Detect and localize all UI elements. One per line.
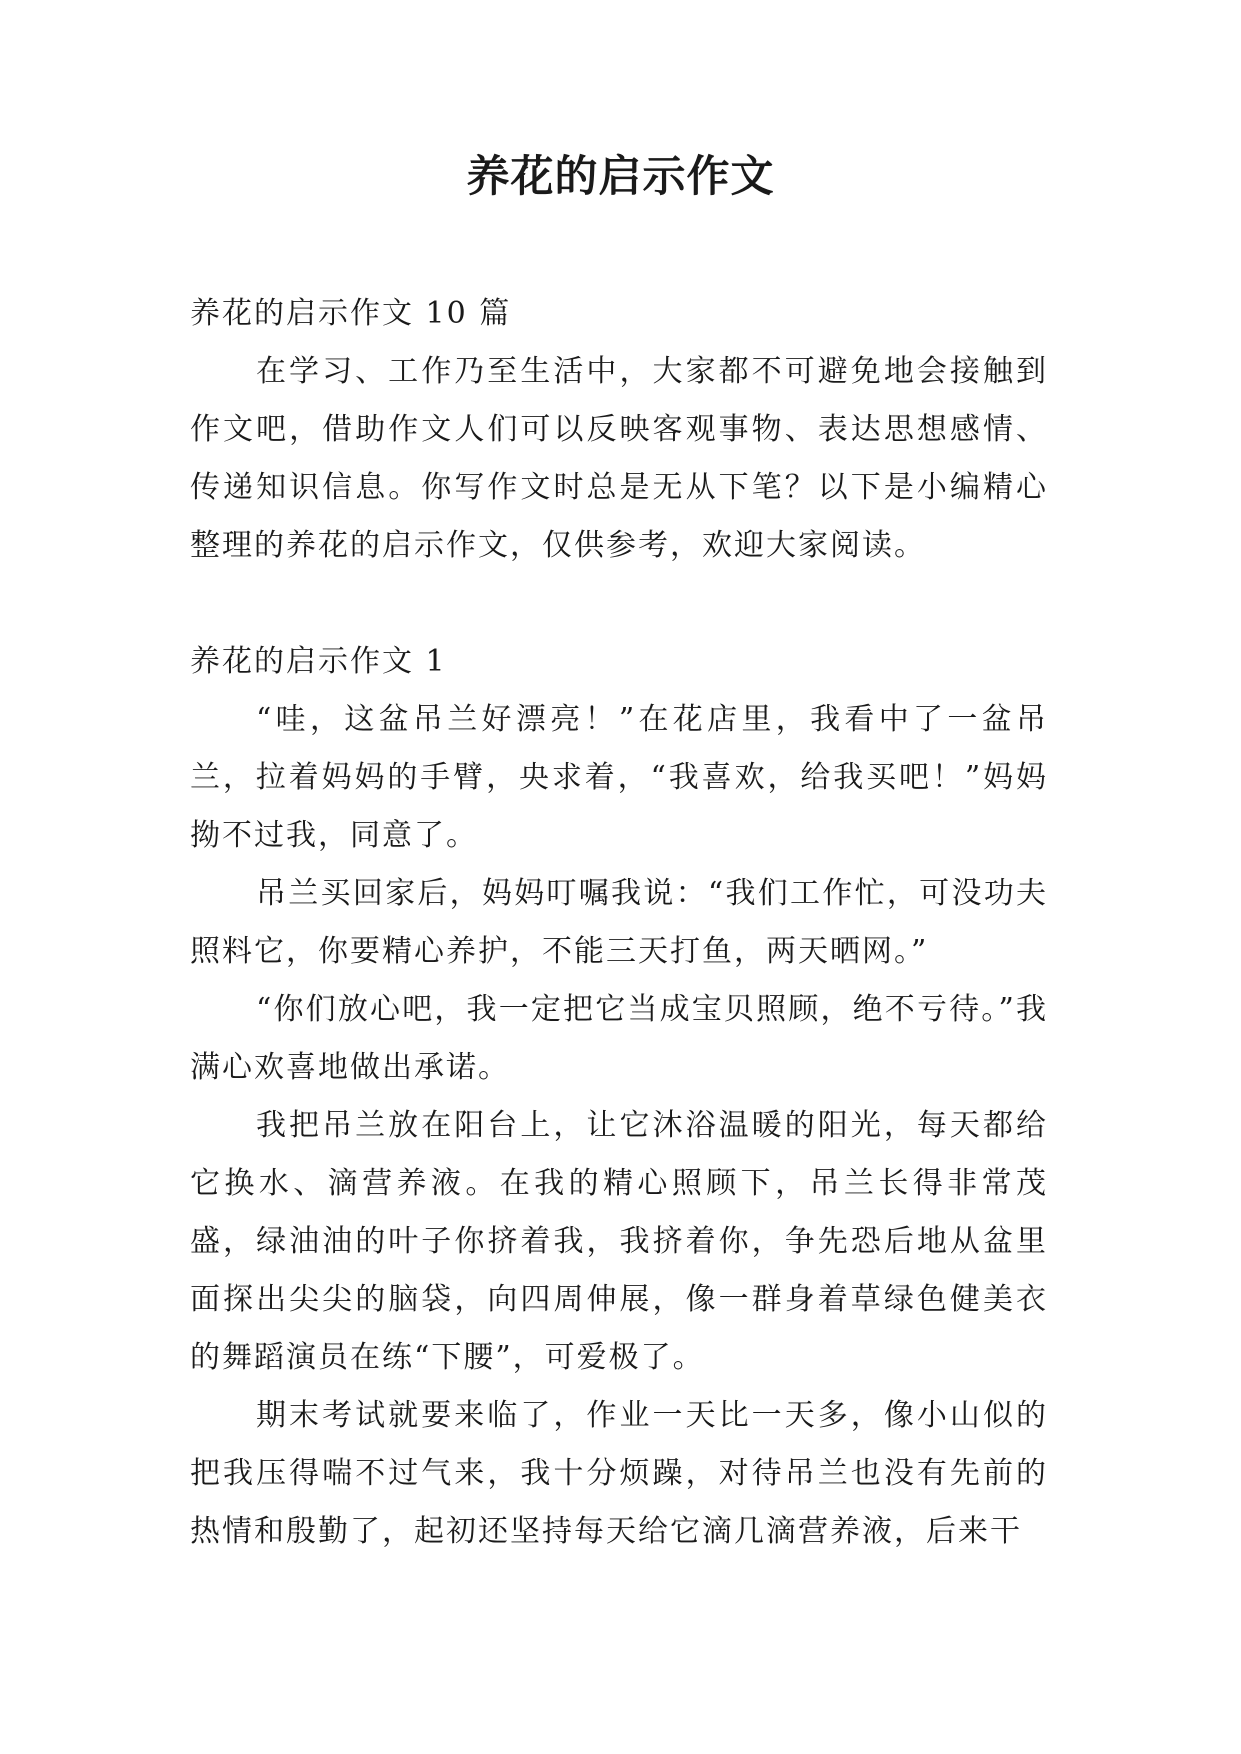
document-title: 养花的启示作文 [466, 152, 775, 202]
section-1-paragraph-4: 我把吊兰放在阳台上，让它沐浴温暖的阳光，每天都给它换水、滴营养液。在我的精心照顾下，吊兰长得非常茂盛，绿油油的叶子你挤着我，我挤着你，争先恐后地从盆里面探出尖尖的脑袋，向四周伸展，像一群身着草绿色健美衣的舞蹈演员在练“下腰”，可爱极了。 [190, 1108, 1048, 1375]
section-1-heading: 养花的启示作文 1 [190, 644, 447, 679]
section-1-paragraph-3: “你们放心吧，我一定把它当成宝贝照顾，绝不亏待。”我满心欢喜地做出承诺。 [190, 992, 1048, 1085]
section-1-paragraph-1: “哇，这盆吊兰好漂亮！”在花店里，我看中了一盆吊兰，拉着妈妈的手臂，央求着，“我喜欢，给我买吧！”妈妈拗不过我，同意了。 [190, 702, 1048, 853]
section-1-paragraph-2: 吊兰买回家后，妈妈叮嘱我说：“我们工作忙，可没功夫照料它，你要精心养护，不能三天打鱼，两天晒网。” [190, 876, 1048, 969]
section-1-paragraph-5: 期末考试就要来临了，作业一天比一天多，像小山似的把我压得喘不过气来，我十分烦躁，对待吊兰也没有先前的热情和殷勤了，起初还坚持每天给它滴几滴营养液，后来干 [190, 1398, 1048, 1549]
intro-paragraph: 在学习、工作乃至生活中，大家都不可避免地会接触到作文吧，借助作文人们可以反映客观事物、表达思想感情、传递知识信息。你写作文时总是无从下笔？以下是小编精心整理的养花的启示作文，仅供参考，欢迎大家阅读。 [190, 354, 1048, 563]
intro-heading: 养花的启示作文 10 篇 [190, 296, 512, 331]
document-body [190, 285, 1048, 1561]
section-spacer [190, 575, 1048, 633]
